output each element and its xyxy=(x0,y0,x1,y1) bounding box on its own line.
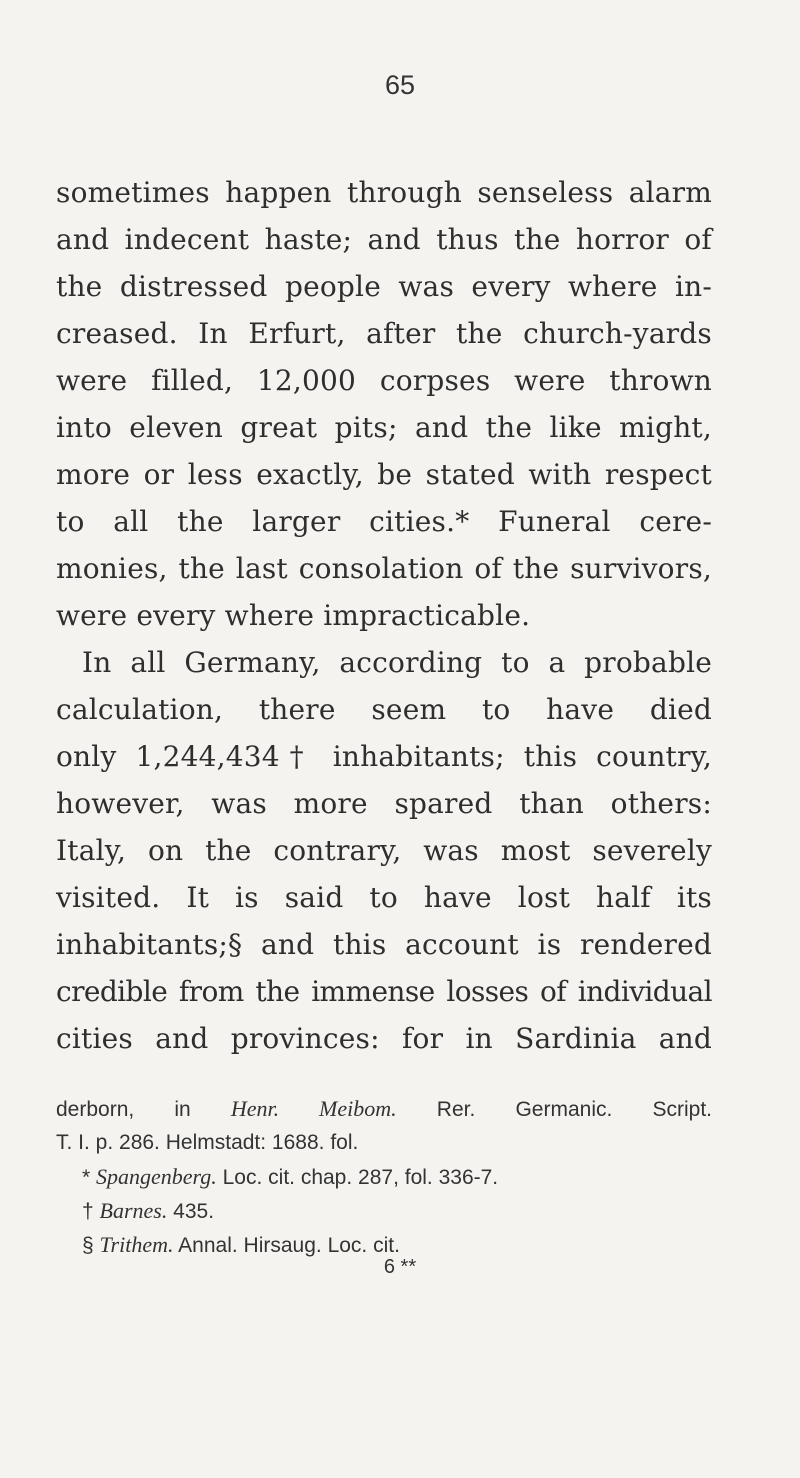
body-line: visited. It is said to have lost half its xyxy=(56,881,712,914)
footnote-text: Loc. cit. chap. 287, fol. 336-7. xyxy=(216,1166,499,1189)
footnote-author: Spangenberg. xyxy=(96,1164,217,1189)
footnote-text: 435. xyxy=(167,1200,215,1223)
body-line: were every where impracticable. xyxy=(56,599,531,632)
footnote-author: Trithem. xyxy=(99,1232,174,1257)
body-line: to all the larger cities.* Funeral cere- xyxy=(56,505,712,538)
footnote-star xyxy=(82,1163,498,1197)
footnote-dagger xyxy=(82,1197,214,1231)
footnote-text: Annal. Hirsaug. Loc. cit. xyxy=(173,1234,400,1257)
body-line: more or less exactly, be stated with respect xyxy=(56,458,712,491)
body-line: monies, the last consolation of the survivors, xyxy=(56,552,712,585)
body-line: the distressed people was every where in- xyxy=(56,270,712,303)
footnote-continuation xyxy=(56,1095,712,1129)
footnote-text: derborn, in xyxy=(56,1098,231,1121)
footnote-mark: § xyxy=(82,1234,100,1257)
body-line: and indecent haste; and thus the horror of xyxy=(56,223,712,256)
body-line: were filled, 12,000 corpses were thrown xyxy=(56,364,712,397)
body-line: creased. In Erfurt, after the church-yards xyxy=(56,317,712,350)
body-line: calculation, there seem to have died xyxy=(56,693,712,726)
body-line: sometimes happen through senseless alarm xyxy=(56,176,712,209)
footnote-continuation: T. I. p. 286. Helmstadt: 1688. fol. xyxy=(56,1131,359,1154)
body-line: In all Germany, according to a probable xyxy=(82,646,712,679)
signature-mark: 6 ** xyxy=(383,1256,417,1278)
footnote-author: Henr. Meibom. xyxy=(230,1096,397,1121)
footnote-mark: * xyxy=(82,1166,97,1189)
body-line: cities and provinces: for in Sardinia and xyxy=(56,1022,712,1055)
body-line: Italy, on the contrary, was most severely xyxy=(56,834,712,867)
footnote-mark: † xyxy=(82,1200,100,1223)
footnote-text: Rer. Germanic. Script. xyxy=(396,1098,712,1121)
body-line: however, was more spared than others: xyxy=(56,787,712,820)
page-number: 65 xyxy=(384,70,416,100)
body-line: only 1,244,434† inhabitants; this country, xyxy=(56,740,712,773)
footnote-author: Barnes. xyxy=(99,1198,168,1223)
body-line: credible from the immense losses of individual xyxy=(56,975,712,1008)
body-line: into eleven great pits; and the like might, xyxy=(56,411,712,444)
body-line: inhabitants;§ and this account is rendered xyxy=(56,928,712,961)
